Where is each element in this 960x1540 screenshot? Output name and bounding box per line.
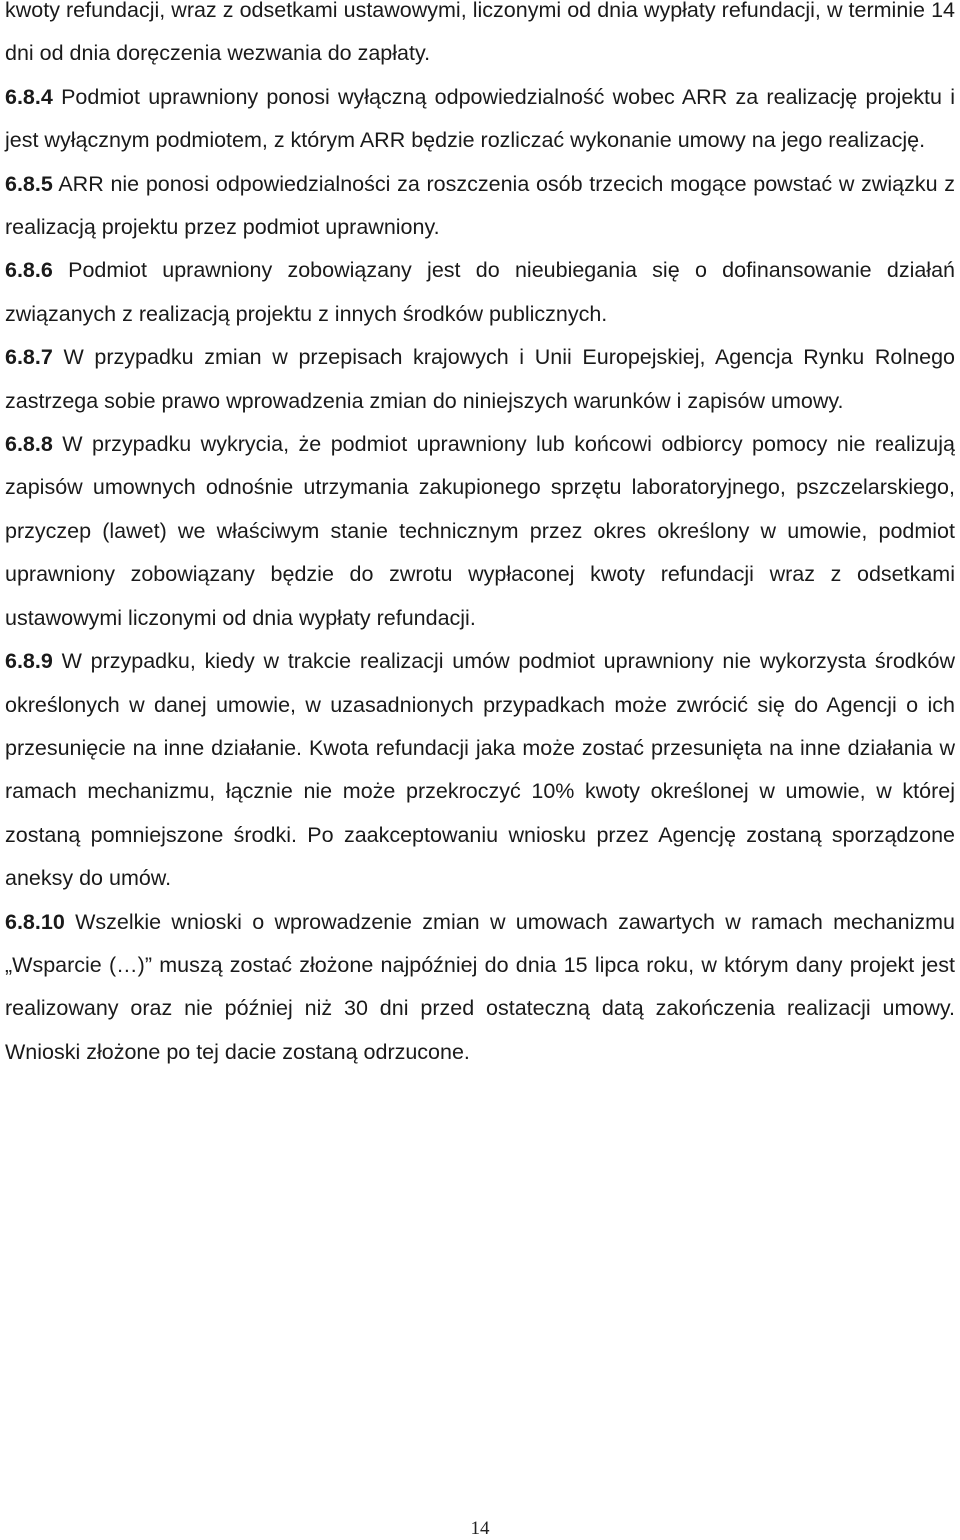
clause-6-8-10 bbox=[5, 901, 955, 1075]
intro-paragraph: kwoty refundacji, wraz z odsetkami ustawowymi, liczonymi od dnia wypłaty refundacji, w terminie 14 dni od dnia doręczenia wezwania do zapłaty. bbox=[5, 0, 955, 66]
clause-text: Wszelkie wnioski o wprowadzenie zmian w umowach zawartych w ramach mechanizmu „Wsparcie (…)” muszą zostać złożone najpóźniej do dnia 15 lipca roku, w którym dany projekt jest realizowany oraz nie później niż 30 dni przed ostateczną datą zakończenia realizacji umowy. Wnioski złożone po tej dacie zostaną odrzucone. bbox=[5, 909, 955, 1064]
clause-number: 6.8.6 bbox=[5, 258, 53, 283]
clause-text: W przypadku, kiedy w trakcie realizacji umów podmiot uprawniony nie wykorzysta środków określonych w danej umowie, w uzasadnionych przypadkach może zwrócić się do Agencji o ich przesunięcie na inne działanie. Kwota refundacji jaka może zostać przesunięta na inne działania w ramach mechanizmu, łącznie nie może przekroczyć 10% kwoty określonej w umowie, w której zostaną pomniejszone środki. Po zaakceptowaniu wniosku przez Agencję zostaną sporządzone aneksy do umów. bbox=[5, 649, 955, 891]
clause-text: ARR nie ponosi odpowiedzialności za roszczenia osób trzecich mogące powstać w związku z realizacją projektu przez podmiot uprawniony. bbox=[5, 171, 955, 240]
page-number: 14 bbox=[470, 1518, 490, 1539]
clause-text: Podmiot uprawniony zobowiązany jest do nieubiegania się o dofinansowanie działań związanych z realizacją projektu z innych środków publicznych. bbox=[5, 258, 955, 326]
document-page bbox=[5, 0, 955, 1074]
clause-number: 6.8.8 bbox=[5, 432, 53, 457]
clause-6-8-4 bbox=[5, 76, 955, 163]
clause-6-8-8 bbox=[5, 423, 955, 640]
clause-6-8-5 bbox=[5, 163, 955, 250]
clause-number: 6.8.5 bbox=[5, 171, 53, 196]
clause-text: W przypadku zmian w przepisach krajowych i Unii Europejskiej, Agencja Rynku Rolnego zastrzega sobie prawo wprowadzenia zmian do niniejszych warunków i zapisów umowy. bbox=[5, 345, 955, 413]
clause-number: 6.8.9 bbox=[5, 649, 53, 674]
clause-text: W przypadku wykrycia, że podmiot uprawniony lub końcowi odbiorcy pomocy nie realizują zapisów umownych odnośnie utrzymania zakupionego sprzętu laboratoryjnego, pszczelarskiego, przyczep (lawet) we właściwym stanie technicznym przez okres określony w umowie, podmiot uprawniony zobowiązany będzie do zwrotu wypłaconej kwoty refundacji wraz z odsetkami ustawowymi liczonymi od dnia wypłaty refundacji. bbox=[5, 432, 955, 630]
clause-number: 6.8.7 bbox=[5, 345, 53, 370]
clause-6-8-9 bbox=[5, 640, 955, 900]
clause-number: 6.8.4 bbox=[5, 84, 53, 109]
clause-text: Podmiot uprawniony ponosi wyłączną odpowiedzialność wobec ARR za realizację projektu i jest wyłącznym podmiotem, z którym ARR będzie rozliczać wykonanie umowy na jego realizację. bbox=[5, 84, 955, 153]
clause-number: 6.8.10 bbox=[5, 909, 65, 934]
clause-6-8-7 bbox=[5, 336, 955, 423]
clause-6-8-6 bbox=[5, 249, 955, 336]
